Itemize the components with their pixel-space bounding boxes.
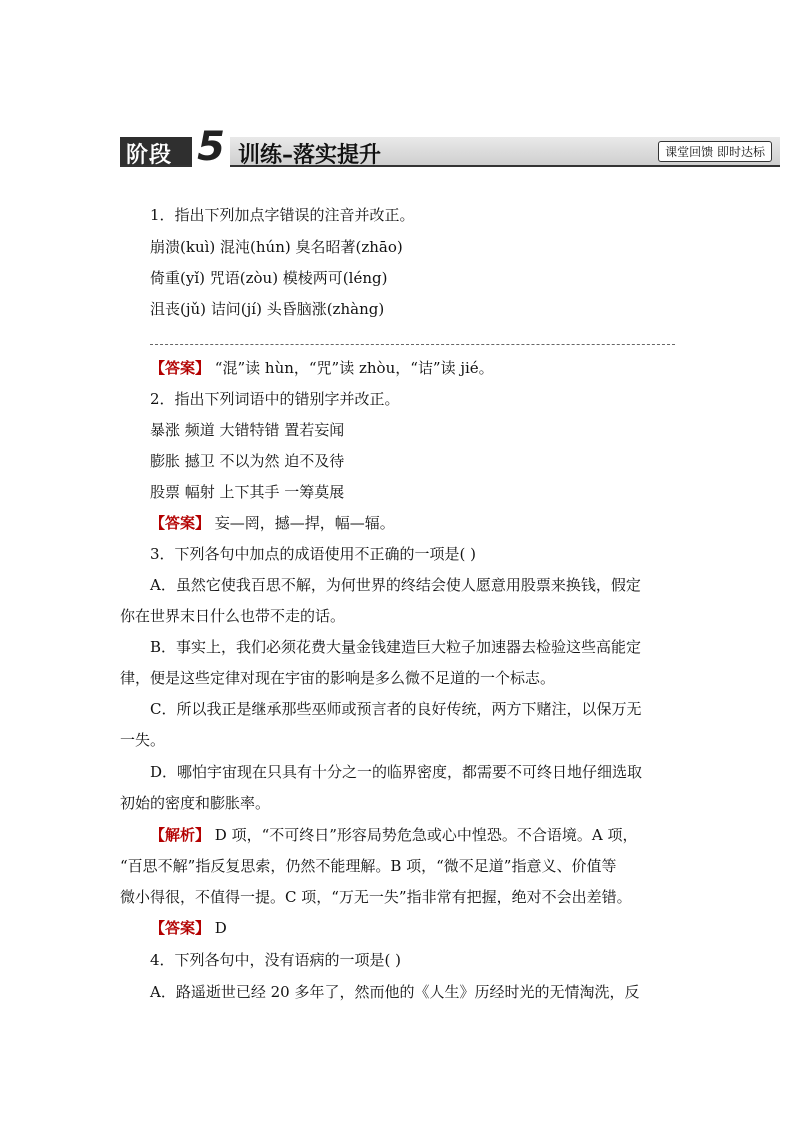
option-d-cont: 初始的密度和膨胀率。	[120, 794, 271, 812]
answer-text: 妄—罔，撼—捍，幅—辐。	[214, 514, 395, 532]
answer-3	[150, 918, 227, 938]
q2-word-line: 股票 幅射 上下其手 一筹莫展	[150, 483, 345, 501]
banner-title: 训练–落实提升	[238, 143, 382, 168]
answer-1	[150, 358, 494, 378]
answer-tag: 【答案】	[150, 514, 211, 532]
option-a: A．路遥逝世已经 20 多年了，然而他的《人生》历经时光的无情淘洗，反	[150, 983, 640, 1001]
q1-word-line: 倚重(yǐ) 咒语(zòu) 模棱两可(léng)	[150, 269, 388, 287]
stage-box	[120, 124, 230, 170]
question-1: 1．指出下列加点字错误的注音并改正。	[150, 206, 415, 224]
explanation-text: D 项，“不可终日”形容局势危急或心中惶恐。不合语境。A 项，	[214, 826, 638, 844]
q2-word-line: 膨胀 撼卫 不以为然 迫不及待	[150, 452, 345, 470]
question-2: 2．指出下列词语中的错别字并改正。	[150, 390, 400, 408]
stage-number: 5	[192, 127, 230, 167]
explanation-tag: 【解析】	[150, 826, 211, 844]
q1-word-line: 崩溃(kuì) 混沌(hún) 臭名昭著(zhāo)	[150, 238, 403, 256]
section-banner	[120, 124, 780, 170]
option-c-cont: 一失。	[120, 731, 166, 749]
explanation-cont: 微小得很，不值得一提。C 项，“万无一失”指非常有把握，绝对不会出差错。	[120, 888, 632, 906]
answer-text: “混”读 hùn，“咒”读 zhòu，“诘”读 jié。	[214, 359, 494, 377]
q1-word-line: 沮丧(jǔ) 诘问(jí) 头昏脑涨(zhàng)	[150, 300, 385, 318]
q2-word-line: 暴涨 频道 大错特错 置若妄闻	[150, 421, 345, 439]
question-4: 4．下列各句中，没有语病的一项是( )	[150, 951, 402, 969]
option-c: C．所以我正是继承那些巫师或预言者的良好传统，两方下赌注，以保万无	[150, 700, 642, 718]
option-a: A．虽然它使我百思不解，为何世界的终结会使人愿意用股票来换钱，假定	[150, 576, 641, 594]
explanation	[150, 825, 638, 845]
answer-tag: 【答案】	[150, 359, 211, 377]
stage-label: 阶段	[126, 143, 173, 168]
separator	[150, 344, 675, 345]
banner-tag: 课堂回馈 即时达标	[658, 141, 772, 162]
option-d: D．哪怕宇宙现在只具有十分之一的临界密度，都需要不可终日地仔细选取	[150, 763, 643, 781]
option-b: B．事实上，我们必须花费大量金钱建造巨大粒子加速器去检验这些高能定	[150, 638, 642, 656]
question-3: 3．下列各句中加点的成语使用不正确的一项是( )	[150, 545, 477, 563]
explanation-cont: “百思不解”指反复思索，仍然不能理解。B 项，“微不足道”指意义、价值等	[120, 857, 617, 875]
answer-text: D	[214, 919, 227, 937]
answer-2	[150, 513, 395, 533]
option-b-cont: 律，便是这些定律对现在宇宙的影响是多么微不足道的一个标志。	[120, 669, 556, 687]
answer-tag: 【答案】	[150, 919, 211, 937]
option-a-cont: 你在世界末日什么也带不走的话。	[120, 607, 346, 625]
